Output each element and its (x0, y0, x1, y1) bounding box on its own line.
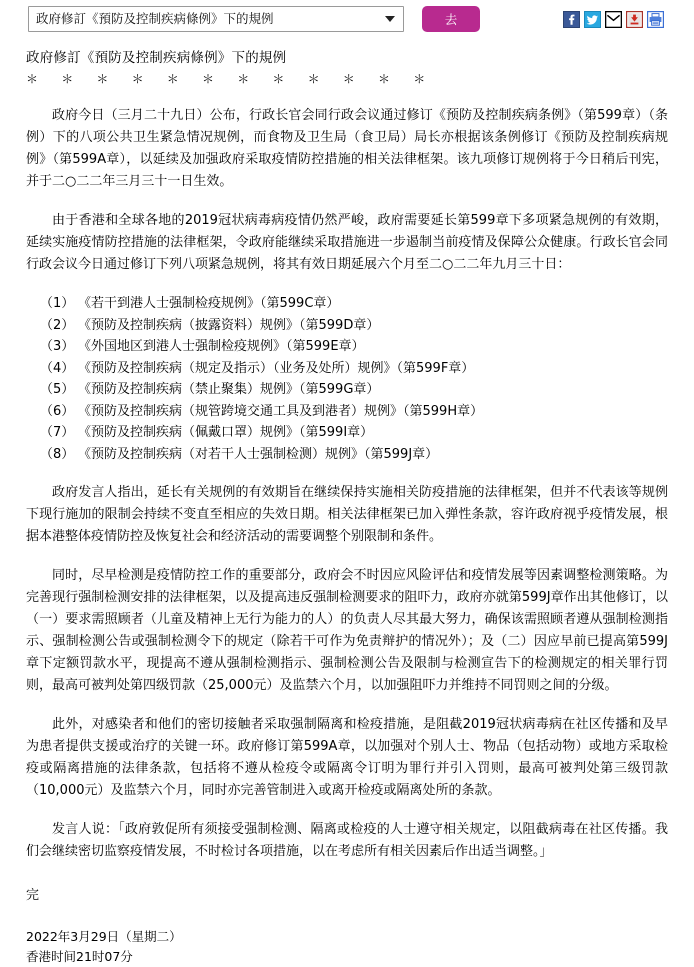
regulation-list (26, 293, 668, 465)
paragraph: 政府发言人指出，延长有关规例的有效期旨在继续保持实施相关防疫措施的法律框架，但并不代表该等规例下现行施加的限制会持续不变直至相应的失效日期。相关法律框架已加入弹性条款，容许政府视乎疫情发展，根据本港整体疫情防控及恢复社会和经济活动的需要调整个别限制和条件。 (26, 485, 668, 544)
list-item-label: 《预防及控制疾病（佩戴口罩）规例》（第599I章） (78, 425, 374, 440)
list-item (40, 379, 668, 401)
list-item-number: （4） (40, 360, 75, 376)
list-item (40, 422, 668, 444)
article-selector-value: 政府修訂《預防及控制疾病條例》下的規例 (36, 11, 274, 26)
list-item (40, 315, 668, 337)
press-release-article (0, 48, 694, 967)
publication-stamp (26, 927, 668, 967)
publication-date: 2022年3月29日（星期二） (26, 929, 182, 944)
print-icon[interactable] (647, 11, 664, 28)
twitter-share-icon[interactable] (584, 11, 601, 28)
email-share-icon[interactable] (605, 11, 622, 28)
list-item-number: （3） (40, 339, 75, 354)
list-item-number: （6） (40, 403, 75, 419)
paragraph: 发言人说：「政府敦促所有须接受强制检测、隔离或检疫的人士遵守相关规定，以阻截病毒在社区传播。我们会继续密切监察疫情发展，不时检讨各项措施，以在考虑所有相关因素后作出适当调整。」 (26, 822, 668, 859)
list-item (40, 336, 668, 358)
list-item (40, 358, 668, 380)
list-item-label: 《若干到港人士强制检疫规例》（第599C章） (78, 296, 340, 311)
list-item (40, 293, 668, 315)
list-item-number: （1） (40, 296, 75, 311)
go-button[interactable]: 去 (422, 6, 480, 32)
facebook-share-icon[interactable] (563, 11, 580, 28)
download-icon[interactable] (626, 11, 643, 28)
list-item (40, 401, 668, 423)
publication-time: 香港时间21时07分 (26, 949, 133, 964)
page-title: 政府修訂《預防及控制疾病條例》下的規例 (26, 50, 287, 66)
paragraph: 政府今日（三月二十九日）公布，行政长官会同行政会议通过修订《预防及控制疾病条例》（第599章）（条例）下的八项公共卫生紧急情况规例，而食物及卫生局（食卫局）局长亦根据该条例修订《预防及控制疾病规例》（第599A章），以延续及加强政府采取疫情防控措施的相关法律框架。该九项修订规例将于今日稍后刊宪，并于二○二二年三月三十一日生效。 (26, 108, 668, 189)
paragraph: 由于香港和全球各地的2019冠状病毒病疫情仍然严峻，政府需要延长第599章下多项紧急规例的有效期，延续实施疫情防控措施的法律框架，令政府能继续采取措施进一步遏制当前疫情及保障公众健康。行政长官会同行政会议今日通过修订下列八项紧急规例，将其有效日期延展六个月至二○二二年九月三十日： (26, 213, 668, 272)
share-icon-group (563, 11, 664, 28)
end-mark: 完 (26, 888, 40, 903)
paragraph: 此外，对感染者和他们的密切接触者采取强制隔离和检疫措施，是阻截2019冠状病毒病在社区传播和及早为患者提供支援或治疗的关键一环。政府修订第599A章，以加强对个别人士、物品（包括动物）或地方采取检疫或隔离措施的法律条款，包括将不遵从检疫令或隔离令订明为罪行并引入罚则，最高可被判处第三级罚款（10,000元）及监禁六个月，同时亦完善管制进入或离开检疫或隔离处所的条款。 (26, 717, 668, 798)
paragraph: 同时，尽早检测是疫情防控工作的重要部分，政府会不时因应风险评估和疫情发展等因素调整检测策略。为完善现行强制检测安排的法律框架，以及提高违反强制检测要求的阻吓力，政府亦就第599J章作出其他修订，以（一）要求需照顾者（儿童及精神上无行为能力的人）的负责人尽其最大努力，确保该需照顾者遵从强制检测指示、强制检测公告或强制检测令下的规定（除若干可作为免责辩护的情况外）；及（二）因应早前已提高第599J章下定额罚款水平，现提高不遵从强制检测指示、强制检测公告及限制与检测宣告下的检测规定的相关罪行罚则，最高可被判处第四级罚款（25,000元）及监禁六个月，以加强阻吓力并维持不同罚则之间的分级。 (26, 568, 668, 693)
list-item-number: （2） (40, 317, 75, 333)
list-item-label: 《预防及控制疾病（规管跨境交通工具及到港者）规例》（第599H章） (78, 403, 484, 419)
list-item-label: 《预防及控制疾病（规定及指示）（业务及处所）规例》（第599F章） (78, 360, 475, 376)
title-separator: ＊ ＊ ＊ ＊ ＊ ＊ ＊ ＊ ＊ ＊ ＊ ＊ (26, 72, 431, 86)
list-item-number: （7） (40, 425, 75, 440)
list-item-label: 《外国地区到港人士强制检疫规例》（第599E章） (78, 339, 365, 354)
article-selector-wrapper[interactable] (28, 6, 404, 32)
article-selector[interactable] (28, 6, 404, 32)
list-item-number: （8） (40, 446, 75, 462)
list-item-label: 《预防及控制疾病（禁止聚集）规例》（第599G章） (78, 382, 380, 397)
top-toolbar (0, 0, 694, 40)
list-item-number: （5） (40, 382, 75, 397)
list-item (40, 444, 668, 466)
chevron-down-icon (385, 16, 395, 22)
list-item-label: 《预防及控制疾病（对若干人士强制检测）规例》（第599J章） (78, 446, 439, 462)
list-item-label: 《预防及控制疾病（披露资料）规例》（第599D章） (78, 317, 380, 333)
